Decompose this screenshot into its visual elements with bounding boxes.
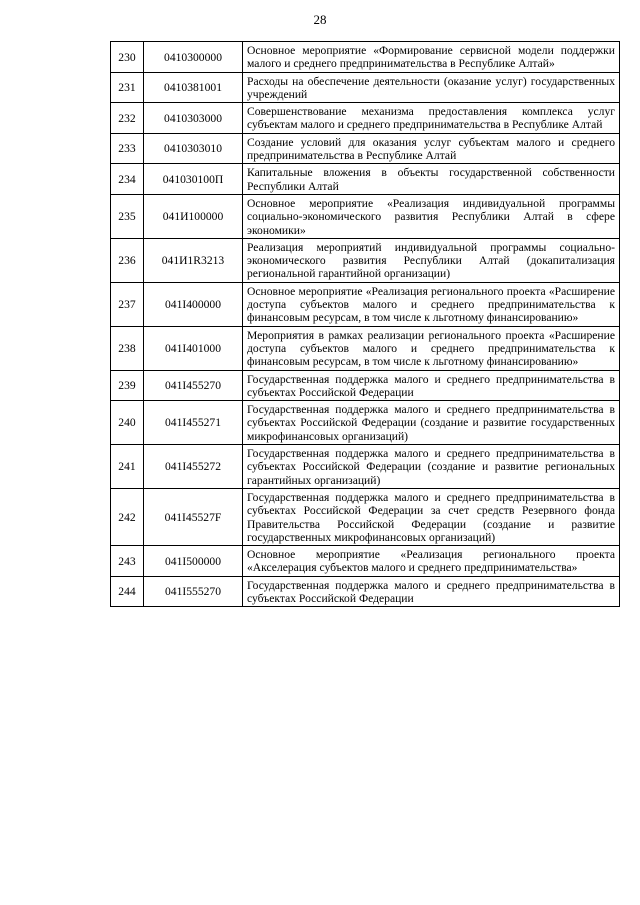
table-row [111,401,620,445]
row-code: 041И100000 [144,194,243,238]
row-code: 0410303000 [144,103,243,134]
row-description: Основное мероприятие «Формирование сервисной модели поддержки малого и среднего предпринимательства в Республике Алтай» [243,42,620,73]
table-row [111,164,620,195]
row-code: 041I45527F [144,488,243,545]
table-row [111,42,620,73]
row-code: 0410381001 [144,72,243,103]
table-row [111,576,620,607]
row-number: 243 [111,546,144,577]
row-number: 236 [111,238,144,282]
row-description: Основное мероприятие «Реализация индивидуальной программы социально-экономического развития Республики Алтай в сфере экономики» [243,194,620,238]
row-number: 234 [111,164,144,195]
table-row [111,370,620,401]
row-description: Государственная поддержка малого и среднего предпринимательства в субъектах Российской Федерации [243,370,620,401]
row-code: 041I401000 [144,326,243,370]
row-description: Капитальные вложения в объекты государственной собственности Республики Алтай [243,164,620,195]
table-row [111,238,620,282]
row-number: 238 [111,326,144,370]
table-row [111,194,620,238]
row-description: Государственная поддержка малого и среднего предпринимательства в субъектах Российской Федерации за счет средств Резервного фонда Правительства Российской Федерации (создание и развитие государственных микрофинансовых организаций) [243,488,620,545]
row-number: 242 [111,488,144,545]
row-description: Совершенствование механизма предоставления комплекса услуг субъектам малого и среднего предпринимательства в Республике Алтай [243,103,620,134]
row-number: 232 [111,103,144,134]
table-row [111,72,620,103]
row-code: 041030100П [144,164,243,195]
row-code: 041I455272 [144,445,243,489]
row-number: 235 [111,194,144,238]
table-row [111,103,620,134]
row-description: Мероприятия в рамках реализации регионального проекта «Расширение доступа субъектов малого и среднего предпринимательства к финансовым ресурсам, в том числе к льготному финансированию» [243,326,620,370]
row-number: 244 [111,576,144,607]
table-body [111,42,620,607]
table-row [111,546,620,577]
row-code: 041И1R3213 [144,238,243,282]
row-code: 041I500000 [144,546,243,577]
row-code: 041I555270 [144,576,243,607]
row-description: Государственная поддержка малого и среднего предпринимательства в субъектах Российской Федерации (создание и развитие региональных гарантийных организаций) [243,445,620,489]
row-description: Государственная поддержка малого и среднего предпринимательства в субъектах Российской Федерации [243,576,620,607]
budget-classification-table [110,41,620,607]
table-row [111,445,620,489]
row-number: 230 [111,42,144,73]
row-description: Государственная поддержка малого и среднего предпринимательства в субъектах Российской Федерации (создание и развитие государственных микрофинансовых организаций) [243,401,620,445]
row-code: 041I455271 [144,401,243,445]
row-code: 0410300000 [144,42,243,73]
row-number: 231 [111,72,144,103]
row-number: 239 [111,370,144,401]
row-code: 041I400000 [144,282,243,326]
row-description: Расходы на обеспечение деятельности (оказание услуг) государственных учреждений [243,72,620,103]
row-code: 041I455270 [144,370,243,401]
row-description: Основное мероприятие «Реализация регионального проекта «Акселерация субъектов малого и среднего предпринимательства» [243,546,620,577]
row-number: 233 [111,133,144,164]
table-row [111,133,620,164]
row-description: Создание условий для оказания услуг субъектам малого и среднего предпринимательства в Республике Алтай [243,133,620,164]
row-number: 237 [111,282,144,326]
table-row [111,326,620,370]
row-number: 241 [111,445,144,489]
row-number: 240 [111,401,144,445]
row-description: Реализация мероприятий индивидуальной программы социально-экономического развития Республики Алтай (докапитализация региональной гарантийной организации) [243,238,620,282]
table-row [111,488,620,545]
table-row [111,282,620,326]
page-number: 28 [313,12,327,27]
row-code: 0410303010 [144,133,243,164]
row-description: Основное мероприятие «Реализация регионального проекта «Расширение доступа субъектов малого и среднего предпринимательства к финансовым ресурсам, в том числе к льготному финансированию» [243,282,620,326]
